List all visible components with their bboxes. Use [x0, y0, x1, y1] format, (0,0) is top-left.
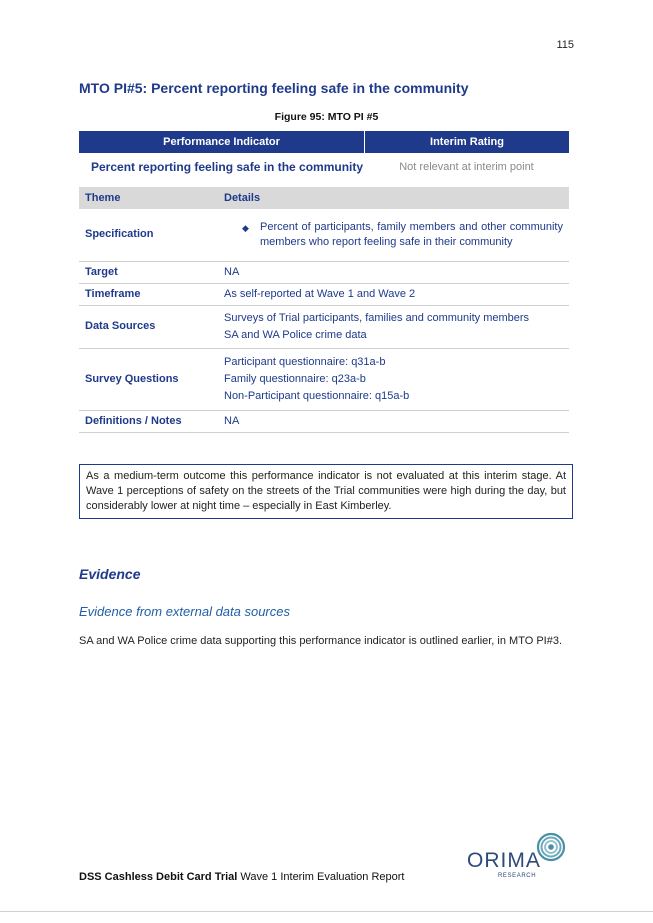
survey-question-line: Non-Participant questionnaire: q15a-b: [224, 389, 410, 402]
footer-title-rest: Wave 1 Interim Evaluation Report: [237, 871, 405, 883]
evidence-paragraph: SA and WA Police crime data supporting this performance indicator is outlined earlier, in MTO PI#3.: [79, 635, 563, 647]
theme-header: Theme: [79, 187, 218, 209]
target-value: NA: [218, 261, 569, 283]
data-sources-label: Data Sources: [79, 305, 218, 348]
table-row-survey-questions: [79, 348, 569, 410]
logo-wordmark: ORIMA: [467, 849, 541, 872]
pi-header-rating: Interim Rating: [430, 136, 504, 148]
details-header: Details: [218, 187, 569, 209]
page-bottom-divider: [0, 911, 653, 912]
data-source-line: SA and WA Police crime data: [224, 328, 367, 341]
evidence-heading: Evidence: [79, 566, 141, 582]
interim-note-box: As a medium-term outcome this performance indicator is not evaluated at this interim stage. At Wave 1 perceptions of safety on the streets of the Trial communities were high during the day, but considerably lower at night time – especially in East Kimberley.: [79, 464, 573, 519]
survey-questions-label: Survey Questions: [79, 348, 218, 410]
definitions-label: Definitions / Notes: [79, 410, 218, 432]
table-row-timeframe: [79, 283, 569, 305]
pi-table-header: [79, 131, 569, 153]
table-row-data-sources: [79, 305, 569, 348]
pi-indicator-value: Percent reporting feeling safe in the community: [91, 160, 364, 174]
orima-logo-mark-icon: [538, 834, 564, 860]
table-row-target: [79, 261, 569, 283]
figure-caption: Figure 95: MTO PI #5: [274, 111, 379, 123]
survey-question-line: Participant questionnaire: q31a-b: [224, 355, 386, 368]
footer-title-bold: DSS Cashless Debit Card Trial: [79, 871, 238, 883]
definitions-value: NA: [218, 410, 569, 432]
data-sources-details: [218, 305, 569, 348]
specification-details: [218, 209, 569, 261]
timeframe-value: As self-reported at Wave 1 and Wave 2: [218, 283, 569, 305]
logo-subtext: RESEARCH: [498, 873, 537, 879]
footer: [79, 871, 404, 883]
specification-bullet-text: Percent of participants, family members and other community members who report feeling safe in their community: [260, 220, 563, 248]
table-row-specification: [79, 209, 569, 261]
pi-rating-value: Not relevant at interim point: [399, 161, 534, 173]
table-row-definitions: [79, 410, 569, 432]
diamond-bullet-icon: ◆: [242, 222, 249, 233]
timeframe-label: Timeframe: [79, 283, 218, 305]
performance-indicator-table: [79, 131, 569, 181]
survey-question-line: Family questionnaire: q23a-b: [224, 372, 366, 385]
target-label: Target: [79, 261, 218, 283]
orima-logo: [465, 828, 575, 880]
page-title: MTO PI#5: Percent reporting feeling safe in the community: [79, 80, 469, 96]
details-table: [79, 187, 569, 433]
evidence-subheading: Evidence from external data sources: [79, 604, 290, 619]
pi-header-indicator: Performance Indicator: [79, 131, 365, 153]
data-source-line: Surveys of Trial participants, families and community members: [224, 311, 530, 324]
details-table-header: [79, 187, 569, 209]
specification-label: Specification: [79, 209, 218, 261]
bullet-item: [224, 220, 563, 250]
pi-table-row: [79, 153, 569, 181]
survey-questions-details: [218, 348, 569, 410]
page-number: 115: [556, 39, 574, 51]
